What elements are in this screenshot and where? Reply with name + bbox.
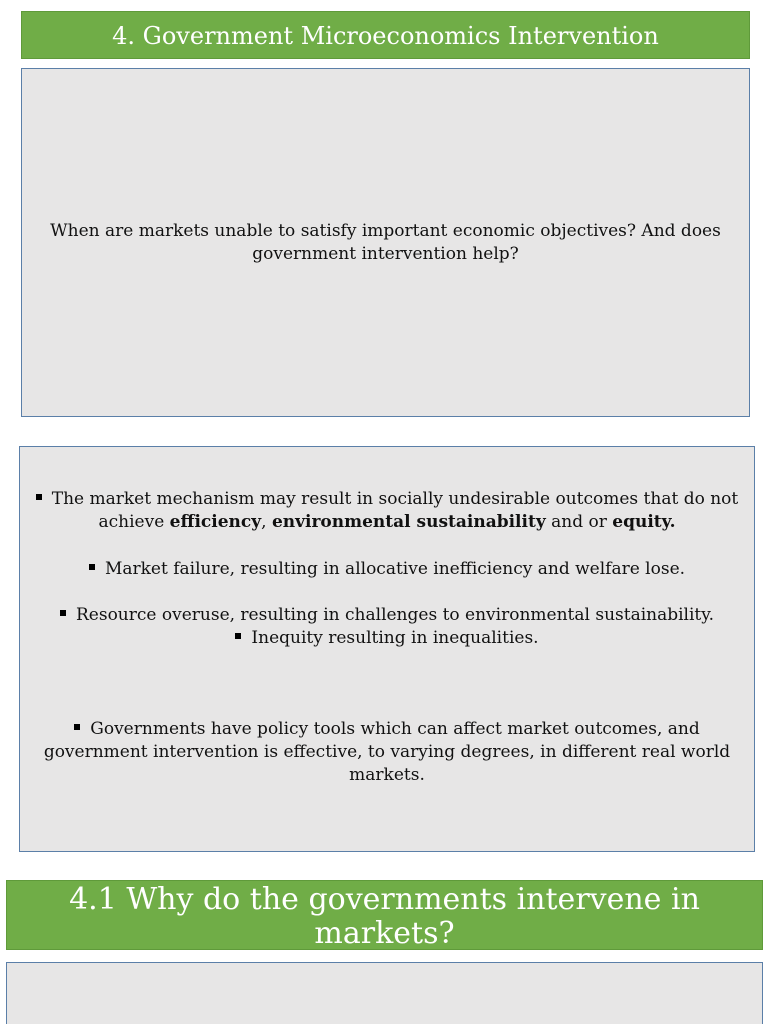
subsection-title-banner [6, 880, 763, 950]
bullet-text: Governments have policy tools which can affect market outcomes, and government intervention is effective, to varying degrees, in different real world markets. [43, 719, 731, 785]
bullet-item [20, 488, 754, 534]
square-bullet-icon [235, 633, 241, 639]
connector-text: and or [545, 512, 613, 532]
section-title: 4. Government Microeconomics Intervention [112, 22, 659, 50]
bullet-text: The market mechanism may result in socially undesirable outcomes that do not achieve [51, 489, 739, 532]
subsection-title: 4.1 Why do the governments intervene in markets? [69, 882, 700, 951]
bullet-item [20, 558, 754, 581]
section-title-banner [21, 11, 750, 59]
bullet-text: Resource overuse, resulting in challenges to environmental sustainability. [75, 605, 715, 625]
bold-term-efficiency: efficiency [169, 512, 262, 532]
separator-text: , [261, 512, 272, 532]
bullet-text: Inequity resulting in inequalities. [251, 628, 539, 648]
bullet-item [20, 718, 754, 787]
bullet-item [20, 627, 754, 650]
question-panel [21, 68, 750, 417]
square-bullet-icon [74, 724, 80, 730]
square-bullet-icon [36, 494, 42, 500]
bold-term-equity: equity. [612, 512, 676, 532]
bullet-item [20, 604, 754, 627]
square-bullet-icon [89, 564, 95, 570]
bold-term-environmental-sustainability: environmental sustainability [271, 512, 546, 532]
bullet-panel [19, 446, 755, 852]
question-text: When are markets unable to satisfy important economic objectives? And does government intervention help? [50, 220, 721, 264]
square-bullet-icon [60, 610, 66, 616]
content-panel [6, 962, 763, 1024]
bullet-text: Market failure, resulting in allocative inefficiency and welfare lose. [104, 559, 686, 579]
